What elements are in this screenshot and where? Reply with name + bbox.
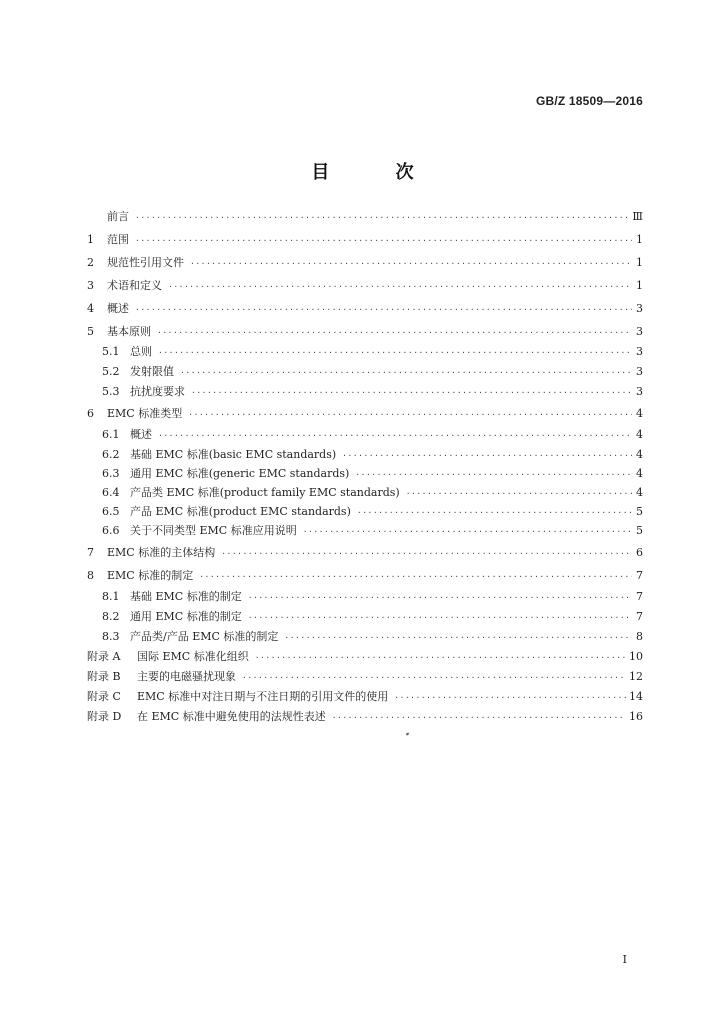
toc-entry-page: 3 [636,302,643,315]
toc-entry[interactable] [87,366,643,378]
toc-entry-page: 3 [636,345,643,358]
toc-entry-number: 5.1 [102,345,120,358]
toc-entry-title: 抗扰度要求 [130,385,185,398]
toc-entry-number: 附录 B [87,670,121,683]
toc-entry-number: 附录 D [87,710,122,723]
toc-entry-title: 基本原则 [107,325,151,338]
toc-leader-dots [394,692,626,704]
toc-leader-dots [190,258,632,270]
toc-entry[interactable] [87,651,643,663]
toc-entry-number: 附录 C [87,690,121,703]
toc-entry-number: 8.3 [102,630,120,643]
toc-entry[interactable] [87,429,643,441]
toc-entry-page: 4 [636,467,643,480]
scan-speck [406,732,410,735]
toc-entry-number: 6 [87,407,94,420]
toc-leader-dots [180,367,632,379]
toc-entry[interactable] [87,525,643,537]
toc-entry-number: 6.2 [102,448,120,461]
toc-entry-title: 规范性引用文件 [107,256,184,269]
toc-entry-number: 3 [87,279,94,292]
toc-entry-page: 4 [636,486,643,499]
toc-leader-dots [221,548,632,560]
toc-leader-dots [199,571,632,583]
toc-entry-title: 概述 [107,302,129,315]
toc-entry-title: 概述 [130,428,152,441]
toc-entry-page: 4 [636,448,643,461]
toc-leader-dots [355,469,632,481]
toc-entry-page: 3 [636,365,643,378]
toc-leader-dots [248,592,632,604]
toc-entry-title: 产品类/产品 EMC 标准的制定 [130,630,279,643]
toc-entry-page: 3 [636,325,643,338]
toc-entry-number: 8.1 [102,590,120,603]
toc-entry-title: 主要的电磁骚扰现象 [137,670,236,683]
toc-leader-dots [357,507,632,519]
toc-entry-title: 通用 EMC 标准的制定 [130,610,242,623]
toc-entry-title: EMC 标准中对注日期与不注日期的引用文件的使用 [137,690,389,703]
table-of-contents [87,211,643,723]
toc-entry-number: 6.1 [102,428,120,441]
toc-entry-page: 1 [636,256,643,269]
toc-entry[interactable] [87,449,643,461]
toc-entry-title: 通用 EMC 标准(generic EMC standards) [130,467,350,480]
toc-entry[interactable] [87,611,643,623]
toc-entry[interactable] [87,468,643,480]
toc-entry-number: 5.2 [102,365,120,378]
toc-entry-title: 发射限值 [130,365,174,378]
toc-entry-number: 6.4 [102,486,120,499]
toc-entry-page: 12 [629,670,643,683]
toc-entry-page: Ⅲ [632,210,643,223]
toc-entry[interactable] [87,671,643,683]
toc-entry[interactable] [87,691,643,703]
toc-entry-page: 3 [636,385,643,398]
toc-entry-number: 1 [87,233,94,246]
toc-leader-dots [158,347,632,359]
toc-entry-number: 5 [87,325,94,338]
toc-entry[interactable] [87,346,643,358]
toc-leader-dots [342,450,632,462]
toc-entry-number: 6.3 [102,467,120,480]
toc-entry[interactable] [87,234,643,246]
toc-leader-dots [135,235,632,247]
toc-entry-title: 基础 EMC 标准(basic EMC standards) [130,448,337,461]
toc-entry-page: 7 [636,610,643,623]
toc-entry[interactable] [87,303,643,315]
toc-entry-title: EMC 标准类型 [107,407,183,420]
toc-entry[interactable] [87,211,643,223]
toc-leader-dots [158,430,632,442]
toc-entry-title: 前言 [107,210,129,223]
toc-entry-number: 8.2 [102,610,120,623]
toc-leader-dots [191,387,632,399]
toc-entry-page: 4 [636,407,643,420]
toc-leader-dots [188,409,632,421]
toc-leader-dots [303,526,632,538]
toc-entry-page: 7 [636,590,643,603]
toc-entry[interactable] [87,386,643,398]
toc-leader-dots [135,304,632,316]
toc-entry-page: 6 [636,546,643,559]
toc-entry-page: 16 [629,710,643,723]
toc-entry-title: 术语和定义 [107,279,162,292]
toc-entry[interactable] [87,631,643,643]
toc-leader-dots [135,212,629,224]
toc-entry[interactable] [87,506,643,518]
toc-leader-dots [332,712,626,724]
toc-entry-page: 5 [636,524,643,537]
toc-entry-number: 6.5 [102,505,120,518]
toc-entry-number: 6.6 [102,524,120,537]
toc-entry-page: 8 [636,630,643,643]
toc-entry-title: 国际 EMC 标准化组织 [137,650,249,663]
toc-entry[interactable] [87,326,643,338]
toc-entry[interactable] [87,547,643,559]
toc-entry-number: 2 [87,256,94,269]
toc-entry-number: 4 [87,302,94,315]
toc-entry-page: 1 [636,233,643,246]
toc-entry-number: 8 [87,569,94,582]
toc-entry-title: 总则 [130,345,152,358]
toc-leader-dots [248,612,632,624]
toc-leader-dots [255,652,626,664]
toc-entry[interactable] [87,711,643,723]
toc-entry-title: 产品 EMC 标准(product EMC standards) [130,505,351,518]
toc-entry-title: EMC 标准的主体结构 [107,546,216,559]
toc-leader-dots [168,281,632,293]
toc-entry[interactable] [87,570,643,582]
page-number: I [622,953,627,966]
toc-entry-title: 关于不同类型 EMC 标准应用说明 [130,524,297,537]
toc-leader-dots [406,488,632,500]
toc-entry-page: 4 [636,428,643,441]
toc-entry[interactable] [87,257,643,269]
toc-entry-page: 1 [636,279,643,292]
toc-entry-title: 范围 [107,233,129,246]
toc-entry[interactable] [87,408,643,420]
toc-entry-title: 在 EMC 标准中避免使用的法规性表述 [137,710,326,723]
toc-leader-dots [157,327,632,339]
toc-entry-number: 7 [87,546,94,559]
toc-entry[interactable] [87,280,643,292]
toc-entry-page: 5 [636,505,643,518]
toc-entry-title: EMC 标准的制定 [107,569,194,582]
toc-leader-dots [242,672,626,684]
toc-entry[interactable] [87,591,643,603]
toc-leader-dots [284,632,632,644]
toc-title: 目 次 [311,162,444,183]
toc-entry-page: 10 [629,650,643,663]
toc-entry[interactable] [87,487,643,499]
toc-entry-number: 附录 A [87,650,121,663]
document-code: GB/Z 18509—2016 [535,94,643,108]
toc-entry-title: 产品类 EMC 标准(product family EMC standards) [130,486,400,499]
toc-entry-page: 14 [629,690,643,703]
toc-entry-page: 7 [636,569,643,582]
toc-entry-title: 基础 EMC 标准的制定 [130,590,242,603]
toc-entry-number: 5.3 [102,385,120,398]
